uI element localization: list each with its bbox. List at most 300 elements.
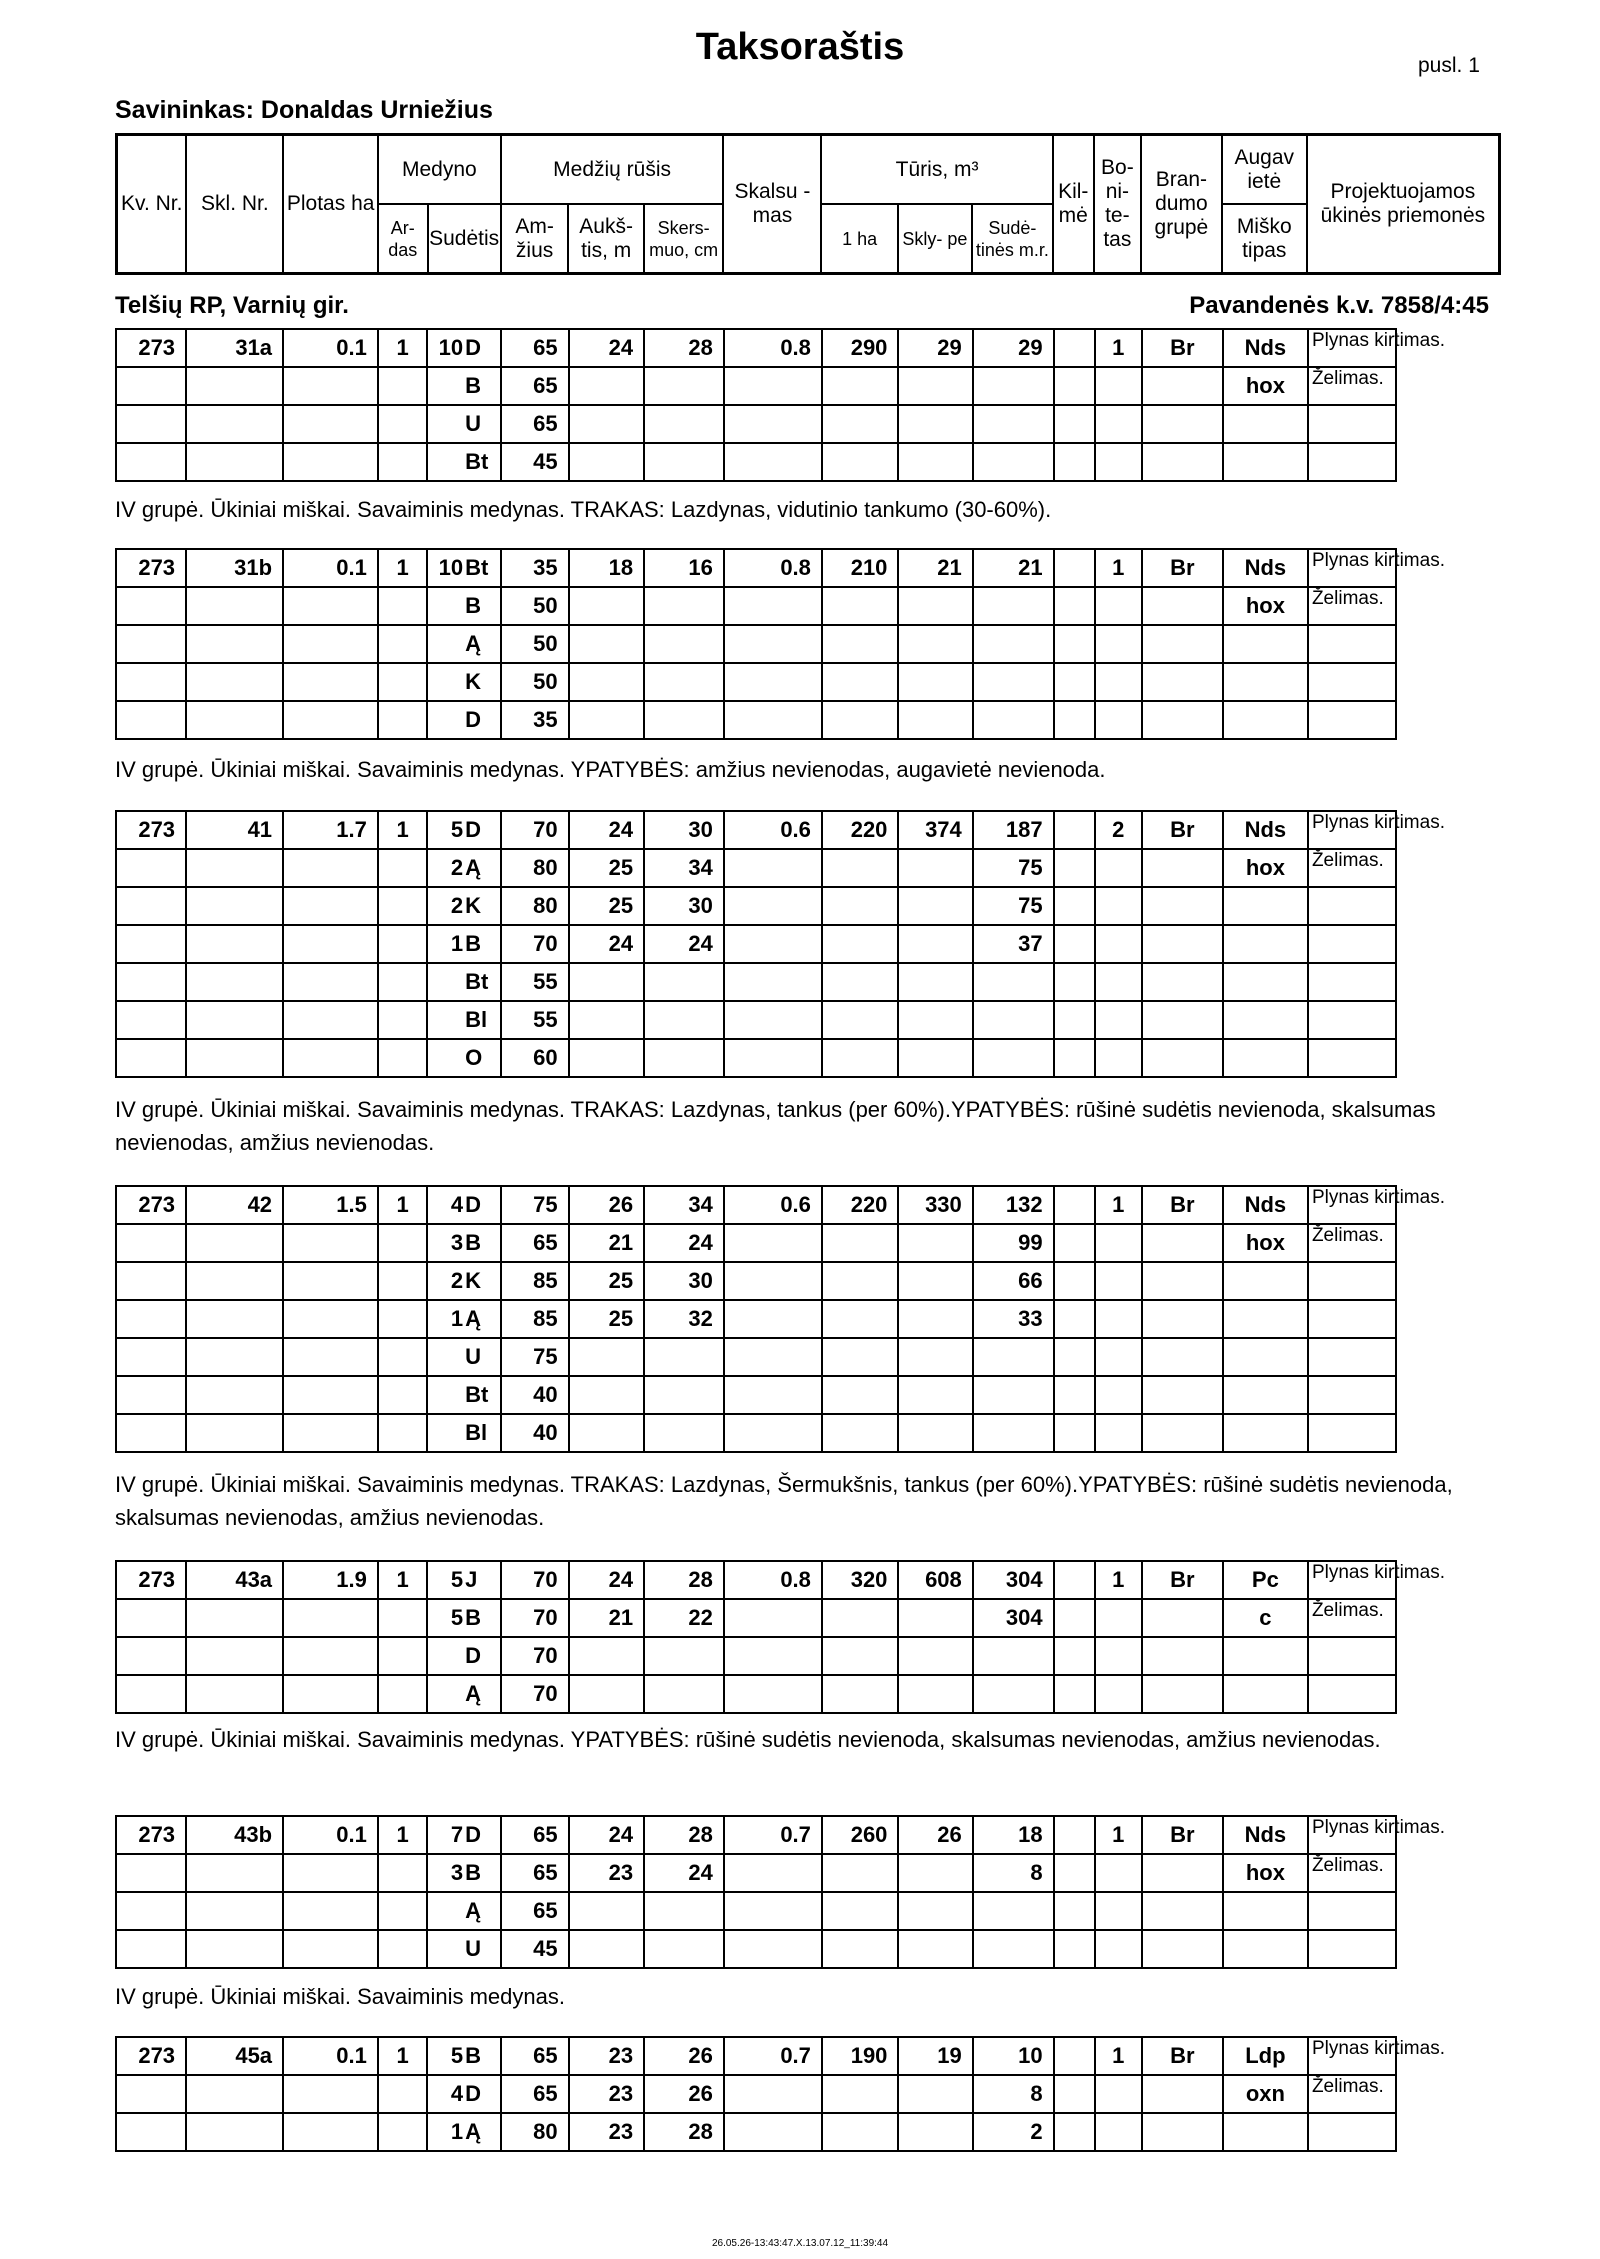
cell-skalsumas xyxy=(724,405,822,443)
cell-skalsumas xyxy=(724,663,822,701)
cell-sudetis xyxy=(427,849,500,887)
cell-augaviete xyxy=(1223,2113,1308,2151)
cell-skalsumas xyxy=(724,1376,822,1414)
cell-kv: 273 xyxy=(116,811,186,849)
cell-bonitetas xyxy=(1095,887,1142,925)
cell-skersmuo: 22 xyxy=(644,1599,724,1637)
cell-amzius: 65 xyxy=(501,1854,569,1892)
cell-skersmuo: 34 xyxy=(644,849,724,887)
cell-priemone xyxy=(1308,963,1396,1001)
cell-kilme xyxy=(1054,811,1095,849)
cell-bonitetas: 1 xyxy=(1095,549,1142,587)
table-row xyxy=(116,1637,1501,1675)
cell-augaviete: Ldp xyxy=(1223,2037,1308,2075)
cell-bonitetas xyxy=(1095,701,1142,739)
cell-priemone xyxy=(1308,1637,1396,1675)
cell-aukstis xyxy=(569,405,644,443)
cell-branda: Br xyxy=(1142,811,1223,849)
table-row xyxy=(116,849,1501,887)
cell-priemone xyxy=(1308,1414,1396,1452)
cell-kv xyxy=(116,587,186,625)
cell-skalsumas xyxy=(724,963,822,1001)
cell-turis-sklype xyxy=(898,1675,972,1713)
cell-skalsumas xyxy=(724,925,822,963)
cell-turis-1ha xyxy=(822,963,899,1001)
cell-ardas: 1 xyxy=(378,2037,428,2075)
cell-priemone: Želimas. xyxy=(1308,587,1396,625)
cell-turis-1ha xyxy=(822,663,899,701)
cell-augaviete xyxy=(1223,443,1308,481)
cell-turis-1ha xyxy=(822,1300,899,1338)
species-share: 3 xyxy=(450,1230,464,1255)
cell-plotas: 0.1 xyxy=(283,2037,378,2075)
cell-bonitetas xyxy=(1095,1338,1142,1376)
cell-skl xyxy=(186,625,283,663)
cell-skersmuo xyxy=(644,625,724,663)
cell-skalsumas xyxy=(724,1262,822,1300)
cell-branda xyxy=(1142,405,1223,443)
cell-plotas xyxy=(283,1300,378,1338)
cell-sudetis xyxy=(427,1262,500,1300)
cell-priemone xyxy=(1308,1300,1396,1338)
cell-amzius: 60 xyxy=(501,1039,569,1077)
cell-ardas xyxy=(378,2075,428,2113)
cell-ardas xyxy=(378,1224,428,1262)
cell-skalsumas xyxy=(724,1599,822,1637)
row-gap xyxy=(1396,1637,1501,1675)
cell-aukstis: 25 xyxy=(569,849,644,887)
cell-turis-sudetines: 8 xyxy=(973,2075,1054,2113)
cell-amzius: 85 xyxy=(501,1300,569,1338)
cell-kv xyxy=(116,405,186,443)
table-row xyxy=(116,587,1501,625)
cell-branda xyxy=(1142,1338,1223,1376)
species-share: 7 xyxy=(450,1822,464,1847)
cell-turis-sudetines xyxy=(973,1637,1054,1675)
cell-branda xyxy=(1142,587,1223,625)
row-gap xyxy=(1396,963,1501,1001)
row-gap xyxy=(1396,1599,1501,1637)
hdr-skalsumas: Skalsu - mas xyxy=(723,135,821,274)
species-code: K xyxy=(465,669,481,694)
cell-turis-sklype xyxy=(898,1854,972,1892)
cell-kilme xyxy=(1054,1224,1095,1262)
cell-skalsumas xyxy=(724,625,822,663)
cell-plotas xyxy=(283,1338,378,1376)
cell-augaviete: Pc xyxy=(1223,1561,1308,1599)
species-code: Bt xyxy=(465,1382,489,1407)
cell-amzius: 65 xyxy=(501,2075,569,2113)
cell-aukstis: 24 xyxy=(569,329,644,367)
cell-ardas xyxy=(378,1414,428,1452)
cell-turis-sklype xyxy=(898,367,972,405)
table-row xyxy=(116,1262,1501,1300)
cell-kilme xyxy=(1054,1186,1095,1224)
cell-priemone: Plynas kirtimas. xyxy=(1308,811,1396,849)
cell-skl xyxy=(186,1376,283,1414)
cell-bonitetas xyxy=(1095,1675,1142,1713)
cell-sudetis xyxy=(427,367,500,405)
cell-skalsumas xyxy=(724,2113,822,2151)
cell-turis-sklype xyxy=(898,887,972,925)
species-share: 5 xyxy=(450,2043,464,2068)
table-row xyxy=(116,925,1501,963)
cell-kv xyxy=(116,663,186,701)
cell-augaviete: Nds xyxy=(1223,549,1308,587)
cell-bonitetas xyxy=(1095,1599,1142,1637)
page-title: Taksoraštis xyxy=(695,26,905,68)
cell-amzius: 70 xyxy=(501,1599,569,1637)
cell-aukstis xyxy=(569,625,644,663)
species-code: B xyxy=(465,1230,481,1255)
cell-skersmuo: 28 xyxy=(644,329,724,367)
cell-bonitetas: 2 xyxy=(1095,811,1142,849)
cell-skalsumas xyxy=(724,1001,822,1039)
cell-skl: 43b xyxy=(186,1816,283,1854)
table-row xyxy=(116,701,1501,739)
cell-branda xyxy=(1142,1599,1223,1637)
cell-priemone xyxy=(1308,925,1396,963)
cell-priemone xyxy=(1308,1039,1396,1077)
row-gap xyxy=(1396,701,1501,739)
cell-kilme xyxy=(1054,1262,1095,1300)
cell-priemone xyxy=(1308,1892,1396,1930)
cell-skersmuo xyxy=(644,1637,724,1675)
cell-skersmuo xyxy=(644,1930,724,1968)
cell-skl xyxy=(186,1892,283,1930)
cell-skl xyxy=(186,2113,283,2151)
species-share: 2 xyxy=(450,855,464,880)
cell-aukstis xyxy=(569,1930,644,1968)
cell-branda xyxy=(1142,2113,1223,2151)
species-share: 1 xyxy=(450,931,464,956)
cell-sudetis xyxy=(427,2075,500,2113)
cell-turis-1ha xyxy=(822,1854,899,1892)
cell-kv: 273 xyxy=(116,1816,186,1854)
cell-plotas: 0.1 xyxy=(283,329,378,367)
cell-plotas xyxy=(283,1039,378,1077)
cell-kv xyxy=(116,1930,186,1968)
species-code: B xyxy=(465,2043,481,2068)
stand-note: IV grupė. Ūkiniai miškai. Savaiminis medynas. xyxy=(115,1984,565,2009)
cell-skersmuo xyxy=(644,663,724,701)
cell-plotas: 1.7 xyxy=(283,811,378,849)
species-code: U xyxy=(465,1344,481,1369)
stand-note: IV grupė. Ūkiniai miškai. Savaiminis medynas. TRAKAS: Lazdynas, vidutinio tankumo (30-60%). xyxy=(115,497,1052,522)
table-row xyxy=(116,811,1501,849)
cell-turis-sklype xyxy=(898,625,972,663)
cell-bonitetas: 1 xyxy=(1095,2037,1142,2075)
cell-augaviete xyxy=(1223,963,1308,1001)
cell-kilme xyxy=(1054,1001,1095,1039)
cell-turis-sudetines: 75 xyxy=(973,887,1054,925)
cell-turis-1ha xyxy=(822,1675,899,1713)
cell-kv xyxy=(116,443,186,481)
cell-kilme xyxy=(1054,1300,1095,1338)
cell-turis-1ha xyxy=(822,1039,899,1077)
cell-turis-1ha xyxy=(822,443,899,481)
cell-turis-sudetines xyxy=(973,587,1054,625)
row-gap xyxy=(1396,1675,1501,1713)
cell-turis-sudetines: 304 xyxy=(973,1561,1054,1599)
table-row xyxy=(116,887,1501,925)
cell-branda xyxy=(1142,1376,1223,1414)
cell-plotas xyxy=(283,963,378,1001)
cell-bonitetas: 1 xyxy=(1095,1186,1142,1224)
cell-kv: 273 xyxy=(116,2037,186,2075)
table-row xyxy=(116,2113,1501,2151)
cell-priemone xyxy=(1308,663,1396,701)
cell-turis-sudetines xyxy=(973,1001,1054,1039)
hdr-sklype: Skly- pe xyxy=(898,204,972,274)
cell-ardas xyxy=(378,2113,428,2151)
cell-skl xyxy=(186,443,283,481)
cell-plotas xyxy=(283,1675,378,1713)
cell-bonitetas xyxy=(1095,1854,1142,1892)
species-code: B xyxy=(465,931,481,956)
cell-augaviete xyxy=(1223,701,1308,739)
hdr-kv-nr: Kv. Nr. xyxy=(117,135,187,274)
cell-kilme xyxy=(1054,367,1095,405)
cell-turis-sudetines: 10 xyxy=(973,2037,1054,2075)
cell-priemone: Plynas kirtimas. xyxy=(1308,549,1396,587)
cell-aukstis xyxy=(569,367,644,405)
cell-kv xyxy=(116,925,186,963)
cell-aukstis: 18 xyxy=(569,549,644,587)
column-header xyxy=(115,133,1501,275)
species-code: Ą xyxy=(465,1898,481,1923)
table-row xyxy=(116,1001,1501,1039)
row-gap xyxy=(1396,1930,1501,1968)
cell-skersmuo xyxy=(644,1675,724,1713)
cell-skalsumas: 0.7 xyxy=(724,2037,822,2075)
cell-priemone: Želimas. xyxy=(1308,1224,1396,1262)
cell-priemone xyxy=(1308,887,1396,925)
cell-augaviete xyxy=(1223,1637,1308,1675)
cell-amzius: 80 xyxy=(501,2113,569,2151)
cell-kilme xyxy=(1054,1376,1095,1414)
cell-kilme xyxy=(1054,1561,1095,1599)
cell-augaviete xyxy=(1223,1675,1308,1713)
cell-ardas xyxy=(378,443,428,481)
cell-bonitetas xyxy=(1095,1930,1142,1968)
cell-skersmuo: 26 xyxy=(644,2075,724,2113)
cell-skersmuo: 32 xyxy=(644,1300,724,1338)
species-code: D xyxy=(465,2081,481,2106)
species-code: Ą xyxy=(465,2119,481,2144)
row-gap xyxy=(1396,1001,1501,1039)
cell-ardas xyxy=(378,1039,428,1077)
cell-ardas: 1 xyxy=(378,1816,428,1854)
species-code: B xyxy=(465,373,481,398)
species-code: D xyxy=(465,1822,481,1847)
cell-sudetis xyxy=(427,701,500,739)
cell-amzius: 45 xyxy=(501,443,569,481)
cell-bonitetas xyxy=(1095,443,1142,481)
cell-kilme xyxy=(1054,663,1095,701)
cell-turis-1ha xyxy=(822,849,899,887)
cell-skalsumas: 0.8 xyxy=(724,329,822,367)
cell-skl xyxy=(186,963,283,1001)
cell-skl xyxy=(186,701,283,739)
cell-skalsumas: 0.8 xyxy=(724,549,822,587)
cell-branda xyxy=(1142,963,1223,1001)
species-code: K xyxy=(465,893,481,918)
cell-skalsumas: 0.7 xyxy=(724,1816,822,1854)
cell-bonitetas xyxy=(1095,1637,1142,1675)
cell-augaviete: hox xyxy=(1223,367,1308,405)
cell-sudetis xyxy=(427,1001,500,1039)
cell-skalsumas xyxy=(724,1675,822,1713)
cell-kv xyxy=(116,963,186,1001)
table-row xyxy=(116,405,1501,443)
cell-augaviete xyxy=(1223,1039,1308,1077)
cell-branda xyxy=(1142,1854,1223,1892)
cell-bonitetas xyxy=(1095,1039,1142,1077)
cell-sudetis xyxy=(427,587,500,625)
cell-skl xyxy=(186,1930,283,1968)
cell-skersmuo: 34 xyxy=(644,1186,724,1224)
cell-turis-sudetines: 21 xyxy=(973,549,1054,587)
species-code: O xyxy=(465,1045,483,1070)
cell-ardas xyxy=(378,405,428,443)
hdr-aukstis: Aukš- tis, m xyxy=(568,204,643,274)
cell-skl xyxy=(186,1414,283,1452)
cell-amzius: 45 xyxy=(501,1930,569,1968)
cell-branda xyxy=(1142,701,1223,739)
cell-kv: 273 xyxy=(116,329,186,367)
cell-kv xyxy=(116,1414,186,1452)
row-gap xyxy=(1396,849,1501,887)
species-code: Ą xyxy=(465,1306,481,1331)
cell-branda xyxy=(1142,1892,1223,1930)
cell-skersmuo xyxy=(644,587,724,625)
cell-skersmuo: 28 xyxy=(644,1816,724,1854)
cell-turis-sklype xyxy=(898,443,972,481)
cell-kilme xyxy=(1054,1816,1095,1854)
cell-kilme xyxy=(1054,1039,1095,1077)
cell-ardas xyxy=(378,1262,428,1300)
cell-augaviete: Nds xyxy=(1223,1186,1308,1224)
cell-augaviete: c xyxy=(1223,1599,1308,1637)
cell-priemone xyxy=(1308,1376,1396,1414)
cell-augaviete xyxy=(1223,1300,1308,1338)
cell-turis-sklype xyxy=(898,1414,972,1452)
cell-turis-sklype xyxy=(898,1376,972,1414)
species-code: Bl xyxy=(465,1007,488,1032)
cell-turis-sklype: 19 xyxy=(898,2037,972,2075)
cell-plotas xyxy=(283,701,378,739)
row-gap xyxy=(1396,1262,1501,1300)
cell-plotas xyxy=(283,1414,378,1452)
cell-bonitetas xyxy=(1095,1300,1142,1338)
cell-ardas xyxy=(378,1892,428,1930)
cell-skalsumas xyxy=(724,2075,822,2113)
cell-plotas xyxy=(283,663,378,701)
cell-kv xyxy=(116,1892,186,1930)
cell-skersmuo xyxy=(644,1001,724,1039)
cell-priemone: Plynas kirtimas. xyxy=(1308,2037,1396,2075)
cell-sudetis xyxy=(427,963,500,1001)
cell-augaviete: Nds xyxy=(1223,1816,1308,1854)
cell-aukstis: 24 xyxy=(569,1816,644,1854)
row-gap xyxy=(1396,663,1501,701)
table-row xyxy=(116,1930,1501,1968)
cell-skersmuo: 28 xyxy=(644,1561,724,1599)
cell-skalsumas xyxy=(724,587,822,625)
cell-bonitetas xyxy=(1095,663,1142,701)
cell-kilme xyxy=(1054,1599,1095,1637)
cell-skl xyxy=(186,1599,283,1637)
table-row xyxy=(116,549,1501,587)
cell-skersmuo: 28 xyxy=(644,2113,724,2151)
cell-kv xyxy=(116,849,186,887)
cell-skersmuo: 30 xyxy=(644,887,724,925)
cell-skl xyxy=(186,1001,283,1039)
cell-priemone: Želimas. xyxy=(1308,1599,1396,1637)
cell-turis-1ha xyxy=(822,2113,899,2151)
cell-plotas xyxy=(283,925,378,963)
cell-turis-sklype xyxy=(898,1599,972,1637)
cell-skl: 45a xyxy=(186,2037,283,2075)
cell-amzius: 55 xyxy=(501,1001,569,1039)
cell-plotas xyxy=(283,1376,378,1414)
cell-ardas xyxy=(378,367,428,405)
cell-skalsumas xyxy=(724,1637,822,1675)
cell-branda xyxy=(1142,849,1223,887)
cell-plotas xyxy=(283,2075,378,2113)
cell-skl: 41 xyxy=(186,811,283,849)
cell-ardas: 1 xyxy=(378,1186,428,1224)
hdr-ardas: Ar- das xyxy=(378,204,428,274)
cell-plotas: 0.1 xyxy=(283,1816,378,1854)
cell-augaviete xyxy=(1223,1930,1308,1968)
table-row xyxy=(116,663,1501,701)
cell-branda xyxy=(1142,367,1223,405)
cell-ardas xyxy=(378,587,428,625)
cell-branda: Br xyxy=(1142,549,1223,587)
cell-turis-sudetines xyxy=(973,701,1054,739)
cell-amzius: 70 xyxy=(501,1637,569,1675)
cell-sudetis xyxy=(427,1892,500,1930)
cell-augaviete xyxy=(1223,1338,1308,1376)
cell-plotas xyxy=(283,1262,378,1300)
cell-ardas: 1 xyxy=(378,549,428,587)
hdr-plotas: Plotas ha xyxy=(283,135,378,274)
cell-skl xyxy=(186,1637,283,1675)
cell-skl xyxy=(186,849,283,887)
cell-turis-1ha xyxy=(822,1338,899,1376)
cell-kv: 273 xyxy=(116,1186,186,1224)
cell-priemone xyxy=(1308,701,1396,739)
cell-bonitetas xyxy=(1095,625,1142,663)
cell-sudetis xyxy=(427,1376,500,1414)
owner-line: Savininkas: Donaldas Urniežius xyxy=(115,96,493,124)
row-gap xyxy=(1396,367,1501,405)
cell-aukstis xyxy=(569,1001,644,1039)
cell-plotas xyxy=(283,1599,378,1637)
cell-ardas: 1 xyxy=(378,1561,428,1599)
cell-kv xyxy=(116,1224,186,1262)
cell-sudetis xyxy=(427,1186,500,1224)
cell-plotas xyxy=(283,1930,378,1968)
cell-turis-sudetines xyxy=(973,1930,1054,1968)
species-code: B xyxy=(465,1860,481,1885)
cell-kv xyxy=(116,367,186,405)
cell-skersmuo xyxy=(644,1039,724,1077)
cell-skl: 43a xyxy=(186,1561,283,1599)
cell-skl xyxy=(186,1224,283,1262)
